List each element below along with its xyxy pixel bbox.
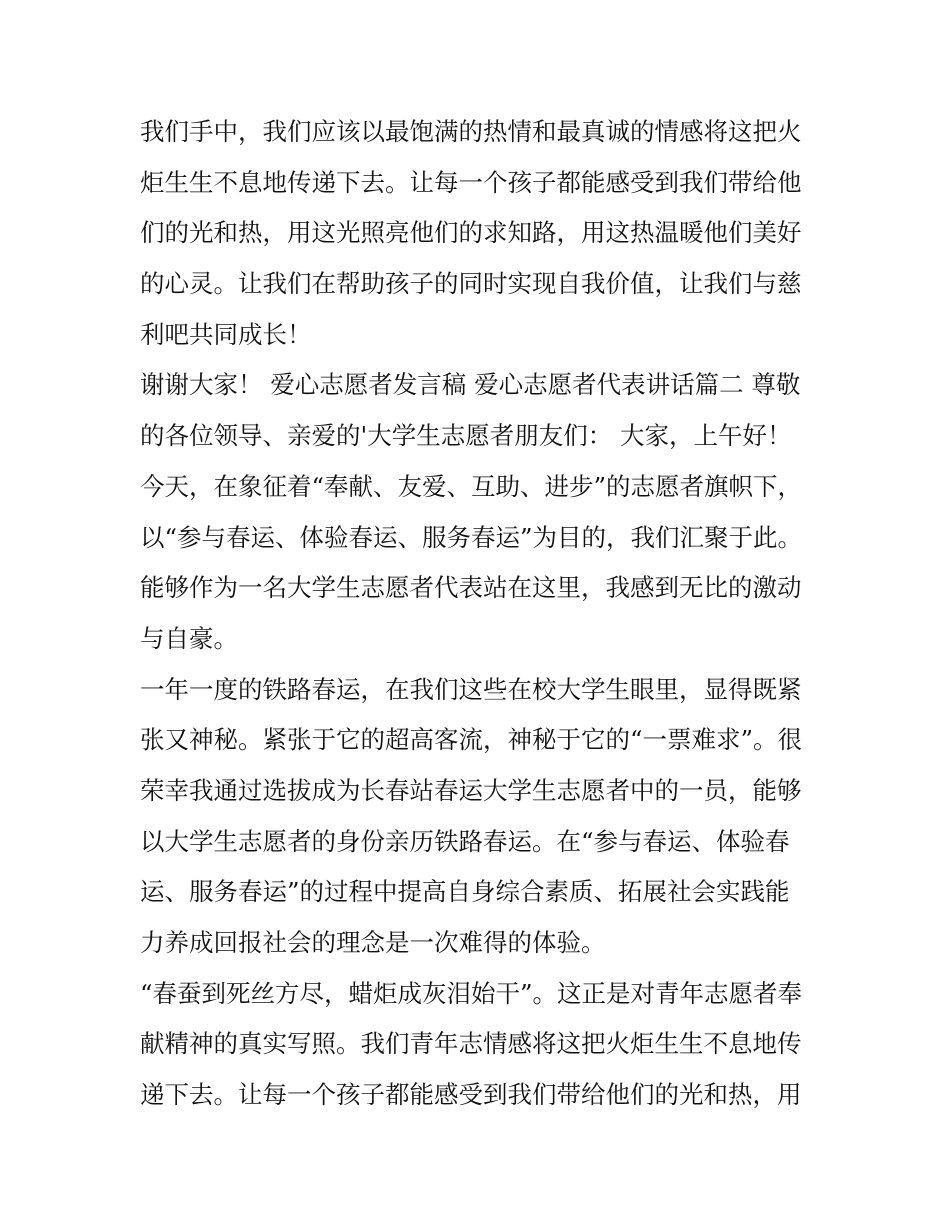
text-line: 的心灵。让我们在帮助孩子的同时实现自我价值，让我们与慈 [140, 269, 802, 299]
text-line: 炬生生不息地传递下去。让每一个孩子都能感受到我们带给他 [140, 167, 802, 197]
text-line: “春蚕到死丝方尽，蜡炬成灰泪始干”。这正是对青年志愿者奉 [140, 978, 803, 1008]
text-line: 张又神秘。紧张于它的超高客流，神秘于它的“一票难求”。很 [140, 725, 803, 755]
text-line: 运、服务春运”的过程中提高自身综合素质、拓展社会实践能 [140, 877, 790, 907]
text-line: 今天，在象征着“奉献、友爱、互助、进步”的志愿者旗帜下， [140, 471, 803, 501]
text-line: 递下去。让每一个孩子都能感受到我们带给他们的光和热，用 [140, 1080, 802, 1110]
document-body [140, 107, 815, 1121]
text-line: 的各位领导、亲爱的'大学生志愿者朋友们： 大家，上午好！ [140, 421, 792, 451]
text-line: 能够作为一名大学生志愿者代表站在这里，我感到无比的激动 [140, 573, 802, 603]
text-line: 利吧共同成长！ [140, 319, 312, 349]
text-line: 力养成回报社会的理念是一次难得的体验。 [140, 928, 606, 957]
text-line: 一年一度的铁路春运，在我们这些在校大学生眼里，显得既紧 [140, 674, 802, 704]
text-line: 谢谢大家！ 爱心志愿者发言稿 爱心志愿者代表讲话篇二 尊敬 [140, 370, 801, 400]
text-line: 荣幸我通过选拔成为长春站春运大学生志愿者中的一员，能够 [140, 775, 802, 805]
text-line: 们的光和热，用这光照亮他们的求知路，用这热温暖他们美好 [140, 218, 802, 248]
text-line: 我们手中，我们应该以最饱满的热情和最真诚的情感将这把火 [140, 117, 802, 146]
text-line: 献精神的真实写照。我们青年志情感将这把火炬生生不息地传 [140, 1029, 802, 1059]
text-line: 以大学生志愿者的身份亲历铁路春运。在“参与春运、体验春 [140, 826, 790, 856]
text-line: 与自豪。 [140, 623, 238, 653]
text-line: 以“参与春运、体验春运、服务春运”为目的，我们汇聚于此。 [140, 522, 803, 552]
